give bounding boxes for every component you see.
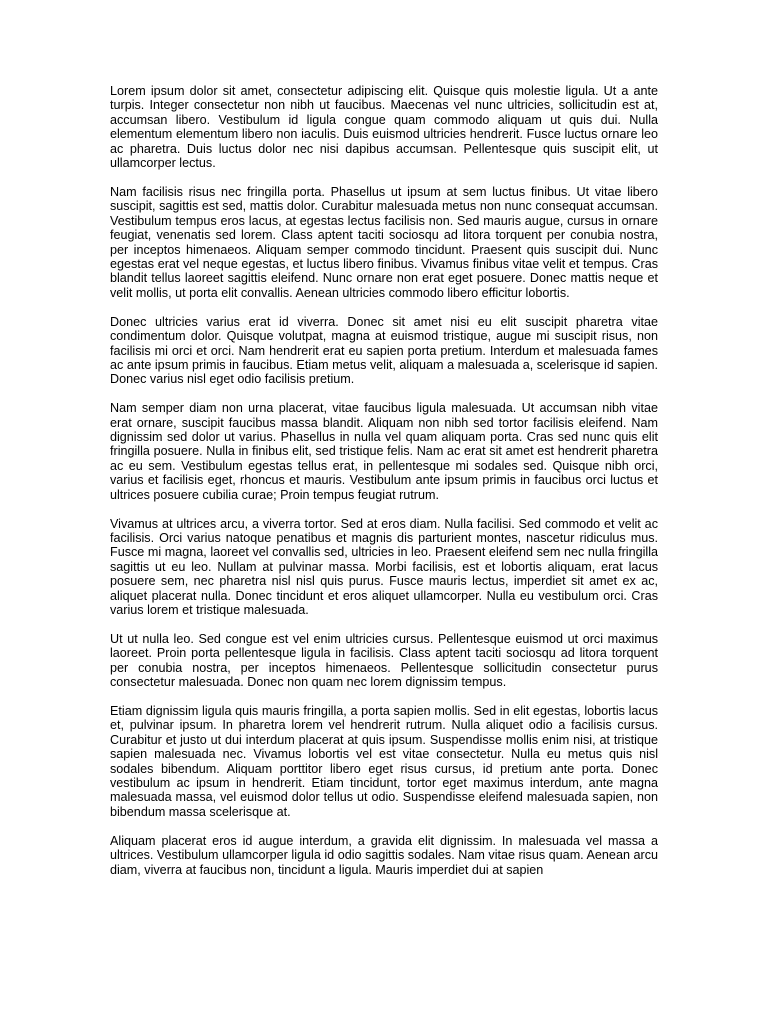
paragraph-3: Donec ultricies varius erat id viverra. Donec sit amet nisi eu elit suscipit pharetra vitae condimentum dolor. Quisque volutpat, magna at euismod tristique, augue mi suscipit risus, non facilisis mi orci et orci. Nam hendrerit erat eu sapien porta pretium. Interdum et malesuada fames ac ante ipsum primis in faucibus. Etiam metus velit, aliquam a malesuada a, scelerisque id sapien. Donec varius nisl eget odio facilisis pretium. bbox=[110, 314, 658, 387]
paragraph-7: Etiam dignissim ligula quis mauris fringilla, a porta sapien mollis. Sed in elit egestas, lobortis lacus et, pulvinar ipsum. In pharetra lorem vel hendrerit rutrum. Nulla aliquet odio a facilisis cursus. Curabitur et justo ut dui interdum placerat at quis ipsum. Suspendisse mollis enim nisi, at tristique sapien malesuada nec. Vivamus lobortis vel est vitae consectetur. Nulla eu metus quis nisl sodales bibendum. Aliquam porttitor libero eget risus cursus, id pretium ante porta. Donec vestibulum ac ipsum in hendrerit. Etiam tincidunt, tortor eget maximus interdum, ante magna malesuada massa, vel euismod dolor tellus ut odio. Suspendisse eleifend malesuada sapien, non bibendum massa scelerisque at. bbox=[110, 704, 658, 819]
paragraph-1: Lorem ipsum dolor sit amet, consectetur adipiscing elit. Quisque quis molestie ligula. Ut a ante turpis. Integer consectetur non nibh ut faucibus. Maecenas vel nunc ultricies, sollicitudin est at, accumsan libero. Vestibulum id ligula congue quam commodo aliquam ut quis dui. Nulla elementum elementum libero non iaculis. Duis euismod ultricies hendrerit. Fusce luctus ornare leo ac pharetra. Duis luctus dolor nec nisi dapibus accumsan. Pellentesque quis suscipit elit, ut ullamcorper lectus. bbox=[110, 84, 658, 171]
paragraph-4: Nam semper diam non urna placerat, vitae faucibus ligula malesuada. Ut accumsan nibh vitae erat ornare, suscipit faucibus massa blandit. Aliquam non nibh sed tortor facilisis eleifend. Nam dignissim sed dolor ut varius. Phasellus in nulla vel quam aliquam porta. Cras sed nunc quis elit fringilla posuere. Nulla in finibus elit, sed tristique felis. Nam ac erat sit amet est hendrerit pharetra ac eu sem. Vestibulum egestas tellus erat, in pellentesque mi sodales sed. Quisque nibh orci, varius et facilisis eget, rhoncus et mauris. Vestibulum ante ipsum primis in faucibus orci luctus et ultrices posuere cubilia curae; Proin tempus feugiat rutrum. bbox=[110, 401, 658, 502]
paragraph-2: Nam facilisis risus nec fringilla porta. Phasellus ut ipsum at sem luctus finibus. Ut vitae libero suscipit, sagittis est sed, mattis dolor. Curabitur malesuada metus non nunc consequat accumsan. Vestibulum tempus eros lacus, at egestas lectus facilisis non. Sed mauris augue, cursus in ornare feugiat, venenatis sed lorem. Class aptent taciti sociosqu ad litora torquent per conubia nostra, per inceptos himenaeos. Aliquam semper commodo tincidunt. Praesent quis suscipit dui. Nunc egestas erat vel neque egestas, et luctus libero finibus. Vivamus finibus vitae velit et tempus. Cras blandit tellus laoreet sagittis eleifend. Nunc ornare non erat eget posuere. Donec mattis neque et velit mollis, ut porta elit convallis. Aenean ultricies commodo libero efficitur lobortis. bbox=[110, 184, 658, 300]
document-page bbox=[110, 84, 658, 924]
paragraph-6: Ut ut nulla leo. Sed congue est vel enim ultricies cursus. Pellentesque euismod ut orci maximus laoreet. Proin porta pellentesque ligula in facilisis. Class aptent taciti sociosqu ad litora torquent per conubia nostra, per inceptos himenaeos. Pellentesque sollicitudin consectetur purus consectetur malesuada. Donec non quam nec lorem dignissim tempus. bbox=[110, 631, 658, 690]
paragraph-8: Aliquam placerat eros id augue interdum, a gravida elit dignissim. In malesuada vel massa a ultrices. Vestibulum ullamcorper ligula id odio sagittis sodales. Nam vitae risus quam. Aenean arcu diam, viverra at faucibus non, tincidunt a ligula. Mauris imperdiet dui at sapien bbox=[110, 833, 658, 877]
paragraph-5: Vivamus at ultrices arcu, a viverra tortor. Sed at eros diam. Nulla facilisi. Sed commodo et velit ac facilisis. Orci varius natoque penatibus et magnis dis parturient montes, nascetur ridiculus mus. Fusce mi magna, laoreet vel convallis sed, ultricies in leo. Praesent eleifend sem nec nulla fringilla sagittis ut eu leo. Nullam at pulvinar massa. Morbi facilisis, est et lobortis aliquam, erat lacus posuere sem, nec pharetra nisl nisl quis purus. Fusce mauris lectus, imperdiet sit amet ex ac, aliquet placerat nulla. Donec tincidunt et eros aliquet ullamcorper. Nulla eu vestibulum orci. Cras varius lorem et tristique malesuada. bbox=[110, 516, 658, 617]
